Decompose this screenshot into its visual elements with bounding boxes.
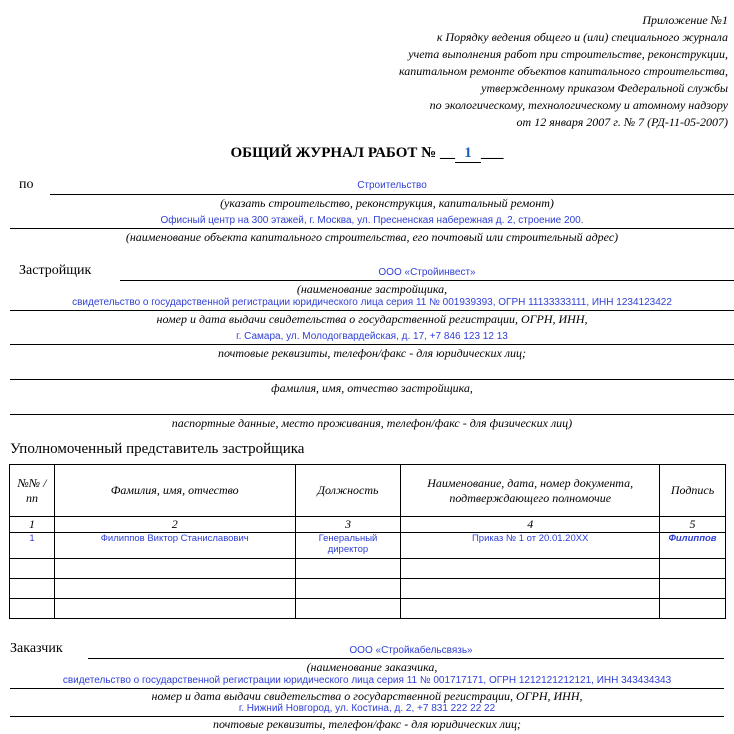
representative-table — [9, 464, 726, 619]
table-cell — [54, 599, 295, 619]
header-line: Приложение №1 — [642, 13, 728, 27]
header-block — [399, 12, 728, 131]
column-header: Подпись — [660, 465, 726, 517]
title-text: ОБЩИЙ ЖУРНАЛ РАБОТ № __ — [230, 145, 455, 161]
divider — [10, 344, 734, 345]
header-line: к Порядку ведения общего и (или) специального журнала — [436, 30, 728, 44]
developer-passport-hint: паспортные данные, место проживания, телефон/факс - для физических лиц) — [171, 416, 573, 430]
row-position: Генеральный директор — [295, 533, 401, 559]
divider — [10, 310, 734, 311]
developer-name-value: ООО «Стройинвест» — [378, 267, 476, 278]
row-number: 1 — [10, 533, 55, 559]
column-number: 2 — [54, 517, 295, 533]
column-header: Фамилия, имя, отчество — [54, 465, 295, 517]
customer-postal-value: г. Нижний Новгород, ул. Костина, д. 2, +7 831 222 22 22 — [238, 703, 496, 714]
table-cell — [10, 599, 55, 619]
table-cell — [295, 559, 401, 579]
developer-cert-hint: номер и дата выдачи свидетельства о государственной регистрации, ОГРН, ИНН, — [156, 312, 588, 326]
column-number-row — [10, 517, 726, 533]
table-cell — [10, 559, 55, 579]
header-line: от 12 января 2007 г. № 7 (РД-11-05-2007) — [516, 115, 728, 129]
representative-heading: Уполномоченный представитель застройщика — [10, 441, 305, 457]
table-cell — [660, 599, 726, 619]
row-document: Приказ № 1 от 20.01.20XX — [401, 533, 660, 559]
table-cell — [54, 579, 295, 599]
developer-postal-hint: почтовые реквизиты, телефон/факс - для юридических лиц; — [217, 346, 527, 360]
table-row — [10, 599, 726, 619]
object-label: по — [19, 177, 34, 192]
table-cell — [660, 579, 726, 599]
table-cell — [401, 579, 660, 599]
table-cell — [660, 559, 726, 579]
table-row — [10, 579, 726, 599]
divider — [50, 194, 734, 195]
table-cell — [401, 599, 660, 619]
table-cell — [295, 579, 401, 599]
header-line: учета выполнения работ при строительстве, реконструкции, — [408, 47, 728, 61]
customer-name-hint: (наименование заказчика, — [306, 660, 438, 674]
table-header-row — [10, 465, 726, 517]
column-header: Наименование, дата, номер документа, подтверждающего полномочие — [401, 465, 660, 517]
table-cell — [10, 579, 55, 599]
journal-number: 1 — [455, 145, 481, 163]
developer-name-hint: (наименование застройщика, — [296, 282, 448, 296]
table-cell — [295, 599, 401, 619]
customer-name-value: ООО «Стройкабельсвязь» — [349, 645, 473, 656]
divider — [88, 658, 724, 659]
object-type-hint: (указать строительство, реконструкция, капитальный ремонт) — [220, 196, 554, 210]
column-number: 3 — [295, 517, 401, 533]
column-header: Должность — [295, 465, 401, 517]
row-signature: Филиппов — [660, 533, 726, 559]
column-number: 1 — [10, 517, 55, 533]
customer-postal-hint: почтовые реквизиты, телефон/факс - для юридических лиц; — [212, 717, 522, 731]
customer-cert-value: свидетельство о государственной регистрации юридического лица серия 11 № 001717171, ОГРН 1212121212121, ИНН 343434343 — [62, 675, 672, 686]
object-address-value: Офисный центр на 300 этажей, г. Москва, ул. Пресненская набережная д. 2, строение 200. — [160, 215, 584, 226]
divider — [120, 280, 734, 281]
table-row — [10, 533, 726, 559]
column-header: №№ / пп — [10, 465, 55, 517]
developer-cert-value: свидетельство о государственной регистрации юридического лица серия 11 № 001939393, ОГРН 11133333111, ИНН 1234123422 — [72, 297, 672, 308]
column-number: 4 — [401, 517, 660, 533]
table-cell — [54, 559, 295, 579]
header-line: утвержденному приказом Федеральной службы — [481, 81, 728, 95]
divider — [10, 228, 734, 229]
divider — [10, 414, 734, 415]
column-number: 5 — [660, 517, 726, 533]
developer-label: Застройщик — [19, 263, 92, 278]
table-row — [10, 559, 726, 579]
header-line: по экологическому, технологическому и атомному надзору — [429, 98, 728, 112]
developer-fio-hint: фамилия, имя, отчество застройщика, — [271, 381, 473, 395]
object-type-value: Строительство — [357, 180, 427, 191]
row-fio: Филиппов Виктор Станиславович — [54, 533, 295, 559]
developer-postal-value: г. Самара, ул. Молодогвардейская, д. 17, +7 846 123 12 13 — [236, 331, 508, 342]
header-line: капитальном ремонте объектов капитального строительства, — [398, 64, 728, 78]
table-cell — [401, 559, 660, 579]
customer-label: Заказчик — [10, 641, 63, 656]
customer-cert-hint: номер и дата выдачи свидетельства о государственной регистрации, ОГРН, ИНН, — [151, 689, 583, 703]
divider — [10, 379, 734, 380]
title-suffix: ___ — [481, 145, 504, 161]
object-address-hint: (наименование объекта капитального строительства, его почтовый или строительный адрес) — [125, 230, 619, 244]
page-title — [0, 145, 734, 163]
